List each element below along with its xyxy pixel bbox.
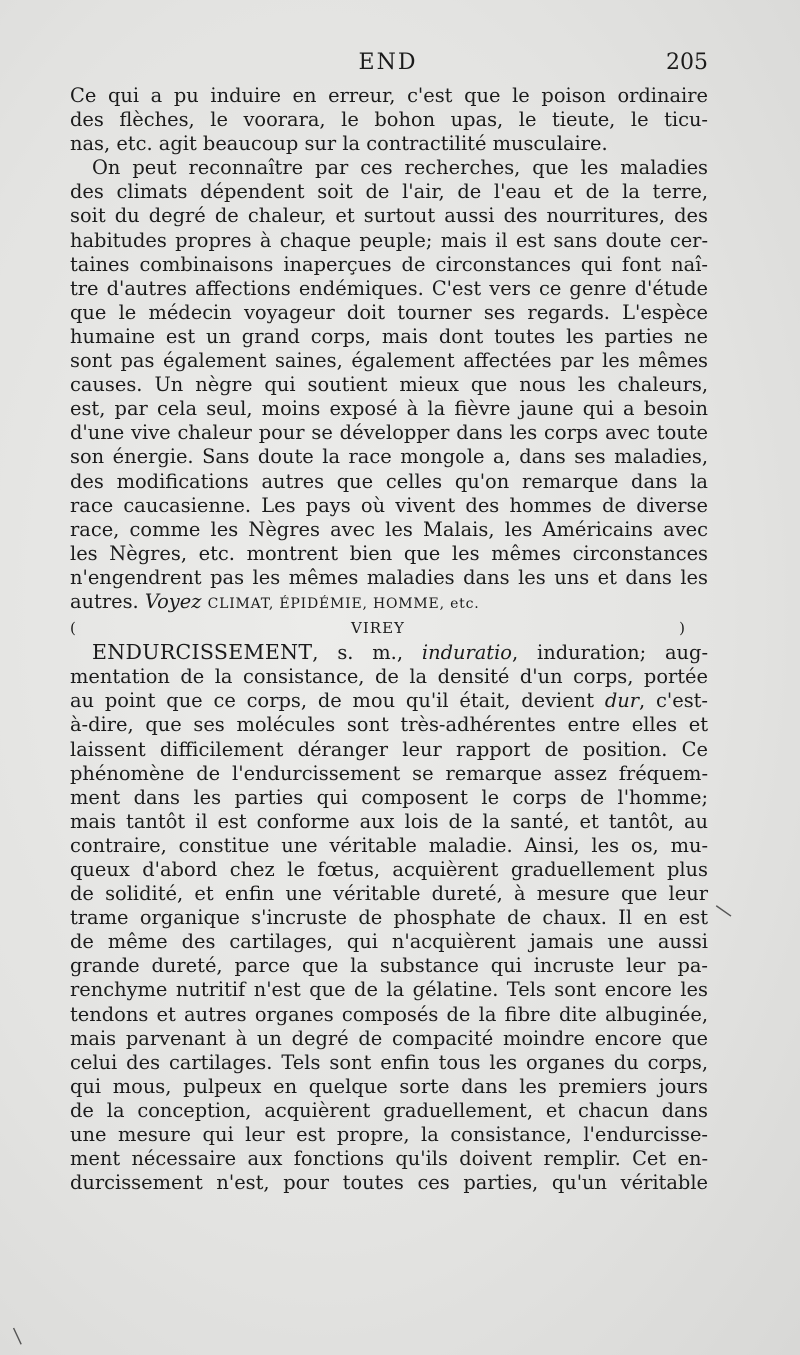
running-head: END <box>358 50 418 75</box>
italic-term: dur <box>604 689 640 713</box>
text-line: ment nécessaire aux fonctions qu'ils doivent remplir. Cet en- <box>70 1147 708 1171</box>
text-line: sont pas également saines, également affectées par les mêmes <box>70 349 708 373</box>
author-signature: ( VIREY ) <box>70 619 686 638</box>
text-line: Ce qui a pu induire en erreur, c'est que le poison ordinaire <box>70 84 708 107</box>
text-line: des climats dépendent soit de l'air, de l'eau et de la terre, <box>70 180 708 204</box>
text-line-cross-reference <box>70 590 708 616</box>
text-line: une mesure qui leur est propre, la consistance, l'endurcisse- <box>70 1123 708 1147</box>
text-line: contraire, constitue une véritable maladie. Ainsi, les os, mu- <box>70 833 708 857</box>
text-line: des modifications autres que celles qu'on remarque dans la <box>70 469 708 493</box>
text-line: que le médecin voyageur doit tourner ses regards. L'espèce <box>70 300 708 324</box>
text-line: phénomène de l'endurcissement se remarque assez fréquem- <box>70 761 708 785</box>
paragraph-poison <box>70 84 708 156</box>
text-fragment: autres. <box>70 589 139 613</box>
text-line: n'engendrent pas les mêmes maladies dans les uns et dans les <box>70 565 708 589</box>
text-fragment: , induration; aug- <box>511 641 708 665</box>
text-line: tendons et autres organes composés de la fibre dite albuginée, <box>70 1002 708 1026</box>
text-line: de même des cartilages, qui n'acquièrent jamais une aussi <box>70 930 708 954</box>
text-line: nas, etc. agit beaucoup sur la contractilité musculaire. <box>70 132 608 156</box>
paragraph-climates <box>70 156 708 640</box>
margin-mark: | <box>712 901 734 920</box>
text-line: durcissement n'est, pour toutes ces parties, qu'un véritable <box>70 1171 708 1195</box>
text-line: humaine est un grand corps, mais dont toutes les parties ne <box>70 324 708 348</box>
body-text <box>70 84 708 1195</box>
text-line: ment dans les parties qui composent le corps de l'homme; <box>70 785 708 809</box>
page-number: 205 <box>666 50 708 75</box>
text-line: queux d'abord chez le fœtus, acquièrent graduellement plus <box>70 858 708 881</box>
grammar-label: , s. m., <box>312 641 404 665</box>
text-line: renchyme nutritif n'est que de la gélatine. Tels sont encore les <box>70 978 708 1002</box>
text-line-dur <box>70 689 708 713</box>
page-header <box>68 50 708 80</box>
text-line: est, par cela seul, moins exposé à la fièvre jaune qui a besoin <box>70 397 708 421</box>
entry-endurcissement <box>70 640 708 1195</box>
text-line: causes. Un nègre qui soutient mieux que nous les chaleurs, <box>70 373 708 397</box>
text-line: mais tantôt il est conforme aux lois de la santé, et tantôt, au <box>70 809 708 833</box>
text-line: mais parvenant à un degré de compacité moindre encore que <box>70 1026 708 1050</box>
entry-first-line <box>70 640 708 665</box>
text-fragment: au point que ce corps, de mou qu'il était, devient <box>70 689 595 713</box>
text-line: à-dire, que ses molécules sont très-adhérentes entre elles et <box>70 713 708 737</box>
text-line: de la conception, acquièrent graduellement, et chacun dans <box>70 1098 708 1122</box>
text-line: race, comme les Nègres avec les Malais, les Américains avec <box>70 517 708 541</box>
text-line: laissent difficilement déranger leur rapport de position. Ce <box>70 737 708 761</box>
margin-mark: | <box>9 1324 25 1347</box>
voyez-label: Voyez <box>144 589 202 613</box>
text-line: tre d'autres affections endémiques. C'est vers ce genre d'étude <box>70 276 708 300</box>
entry-headword: ENDURCISSEMENT <box>92 640 313 665</box>
text-line: On peut reconnaître par ces recherches, que les maladies <box>92 156 708 180</box>
text-line: trame organique s'incruste de phosphate de chaux. Il en est <box>70 906 708 930</box>
text-line: qui mous, pulpeux en quelque sorte dans les premiers jours <box>70 1074 708 1098</box>
text-line: habitudes propres à chaque peuple; mais il est sans doute cer- <box>70 228 708 252</box>
text-line: son énergie. Sans doute la race mongole a, dans ses maladies, <box>70 445 708 469</box>
text-line: les Nègres, etc. montrent bien que les mêmes circonstances <box>70 541 708 565</box>
text-line: mentation de la consistance, de la densité d'un corps, portée <box>70 665 708 689</box>
text-fragment: , c'est- <box>639 689 708 713</box>
latin-term: induratio <box>421 641 512 665</box>
text-line: race caucasienne. Les pays où vivent des hommes de diverse <box>70 493 708 517</box>
text-line: des flèches, le voorara, le bohon upas, le tieute, le ticu- <box>70 108 708 132</box>
text-line: taines combinaisons inaperçues de circonstances qui font naî- <box>70 252 708 276</box>
text-line: celui des cartilages. Tels sont enfin tous les organes du corps, <box>70 1050 708 1074</box>
text-line: d'une vive chaleur pour se développer dans les corps avec toute <box>70 421 708 445</box>
text-line: grande dureté, parce que la substance qui incruste leur pa- <box>70 954 708 978</box>
text-line: de solidité, et enfin une véritable dureté, à mesure que leur <box>70 882 708 906</box>
text-line: soit du degré de chaleur, et surtout aussi des nourritures, des <box>70 204 708 228</box>
cross-reference-list: CLIMAT, ÉPIDÉMIE, HOMME, etc. <box>207 595 480 612</box>
